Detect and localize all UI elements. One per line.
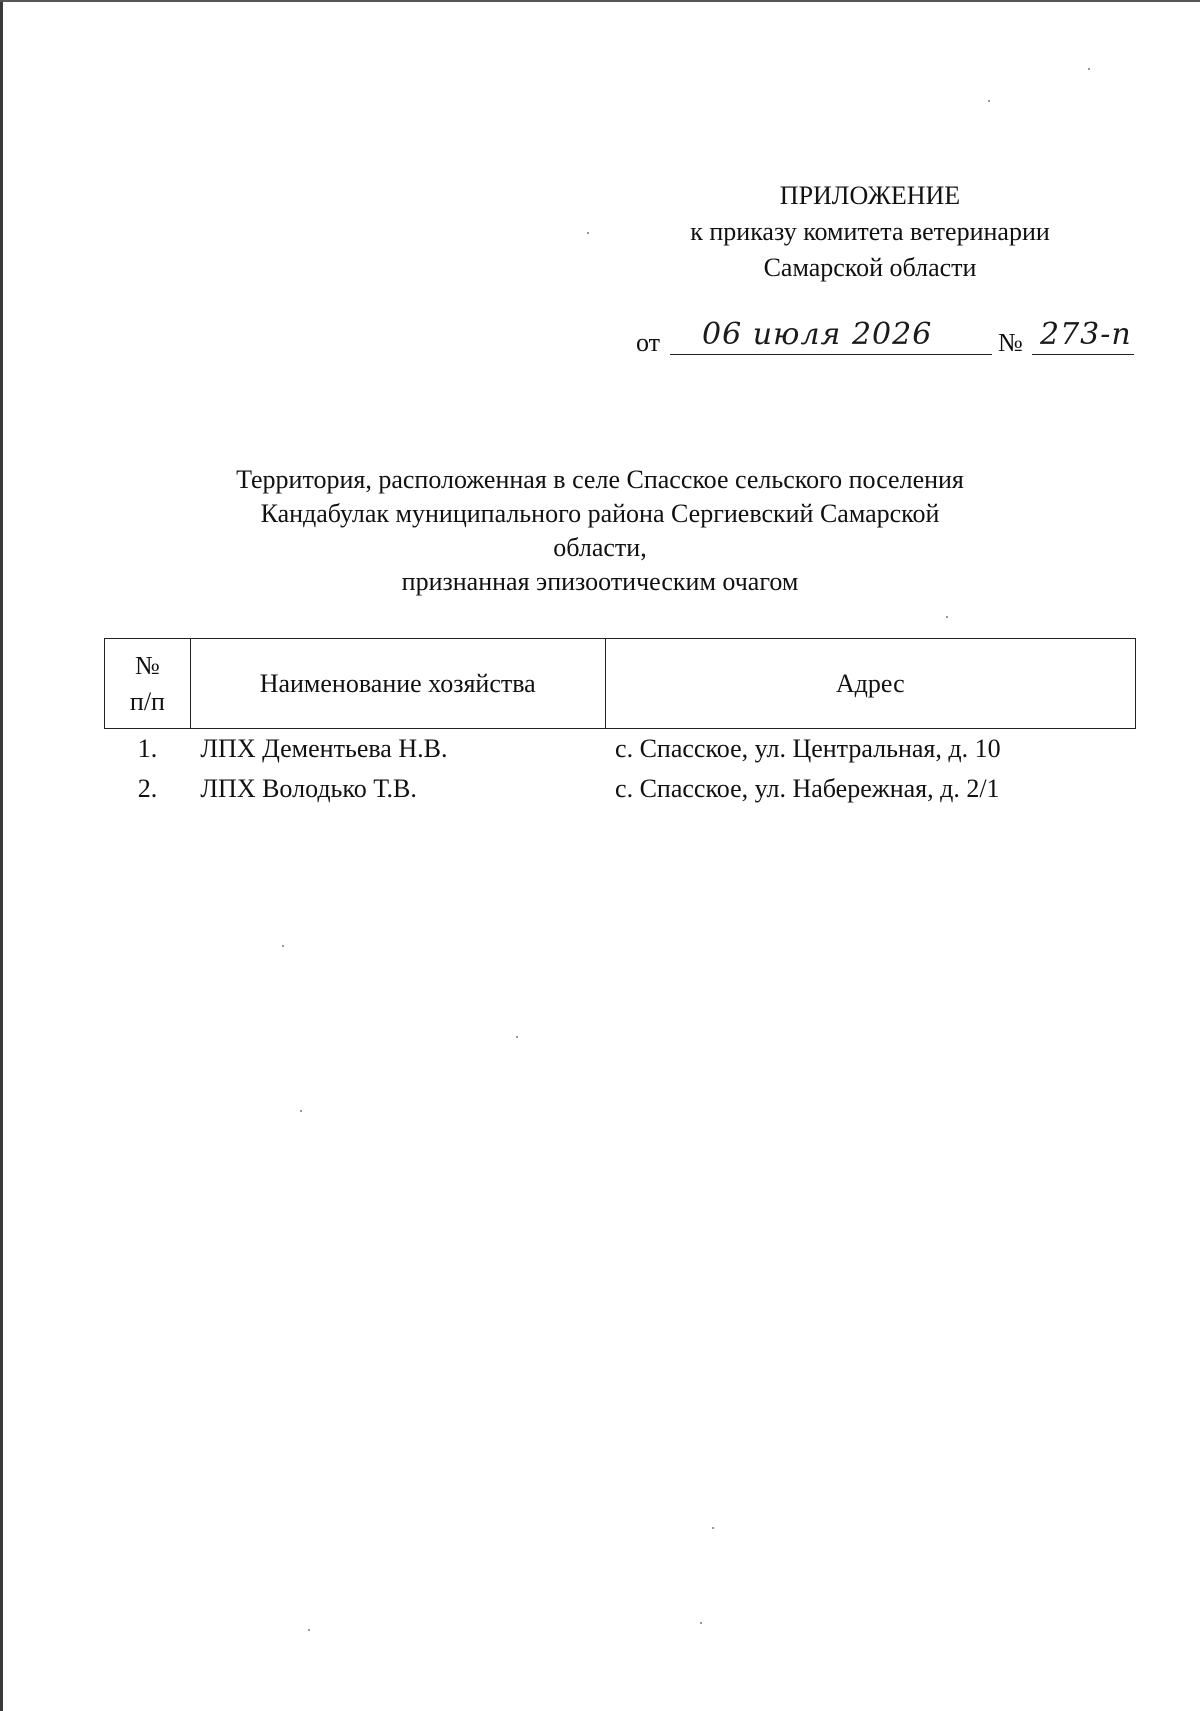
row-name: ЛПХ Володько Т.В.	[200, 774, 417, 803]
from-label: от	[636, 328, 661, 357]
appendix-header	[640, 178, 1100, 286]
scan-speck	[712, 1527, 714, 1529]
number-field	[1032, 318, 1134, 355]
appendix-heading: ПРИЛОЖЕНИЕ	[779, 181, 961, 210]
scan-speck	[1088, 68, 1090, 70]
scan-speck	[700, 1622, 702, 1624]
appendix-line: к приказу комитета ветеринарии	[690, 217, 1050, 246]
handwritten-number: 273-п	[1040, 317, 1132, 352]
table-header-row	[105, 639, 1136, 729]
title-line: Кандабулак муниципального района Сергиевский Самарской области,	[260, 499, 940, 562]
scan-speck	[300, 1110, 302, 1112]
scan-edge-top	[0, 0, 1200, 2]
order-date-number	[636, 318, 1136, 362]
scan-speck	[516, 1036, 518, 1038]
row-address: с. Спасское, ул. Центральная, д. 10	[615, 734, 1001, 763]
document-title	[220, 463, 980, 599]
scan-speck	[587, 232, 589, 234]
row-address: с. Спасское, ул. Набережная, д. 2/1	[615, 774, 1000, 803]
appendix-line: Самарской области	[763, 253, 977, 282]
header-name: Наименование хозяйства	[190, 639, 605, 729]
header-address: Адрес	[605, 639, 1135, 729]
farms-table	[104, 638, 1136, 809]
scan-speck	[308, 1629, 310, 1631]
row-number: 2.	[137, 774, 158, 803]
handwritten-date: 06 июля 2026	[702, 317, 933, 352]
header-number-top: №	[135, 650, 160, 680]
header-number-bottom: п/п	[129, 686, 165, 716]
row-name: ЛПХ Дементьева Н.В.	[200, 734, 448, 763]
title-line: признанная эпизоотическим очагом	[401, 567, 799, 596]
title-line: Территория, расположенная в селе Спасское сельского поселения	[236, 465, 964, 494]
scan-speck	[946, 616, 948, 618]
header-number	[105, 639, 191, 729]
number-label: №	[998, 328, 1023, 357]
table-row	[105, 769, 1136, 809]
date-field	[670, 318, 992, 355]
table-row	[105, 729, 1136, 770]
row-number: 1.	[137, 734, 158, 763]
scan-speck	[282, 945, 284, 947]
scan-edge	[0, 0, 3, 1711]
scan-speck	[988, 100, 990, 102]
